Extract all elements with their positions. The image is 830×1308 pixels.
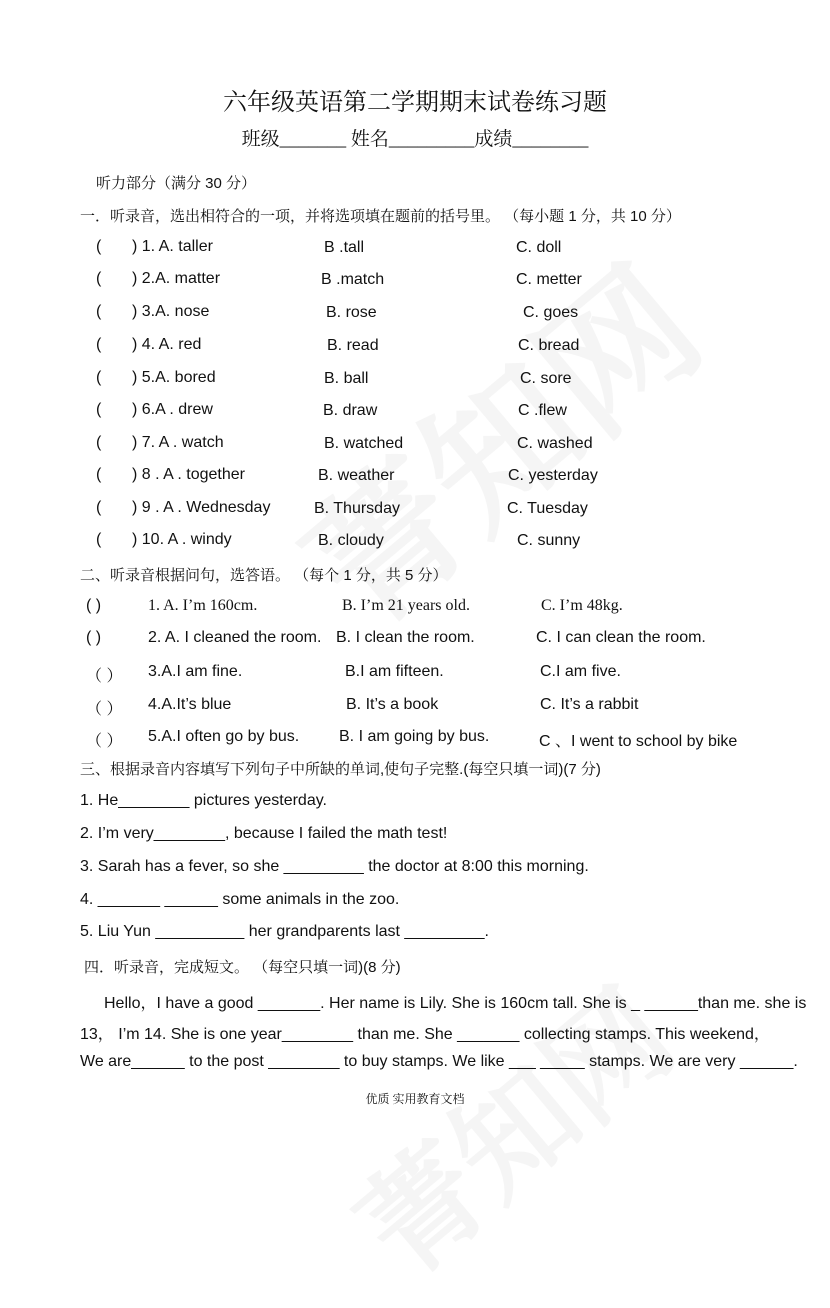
option-b: B. watched [324, 435, 404, 452]
option-b: B. rose [326, 304, 377, 321]
option-c: C. doll [516, 239, 562, 256]
answer-bracket: （ ） [86, 668, 123, 685]
option-b: B .tall [324, 239, 365, 256]
option-b: B. ball [324, 370, 369, 387]
option-b: B .match [321, 271, 385, 288]
question-option-a: ) 1. A. taller [132, 238, 213, 255]
question-option-a: ) 5.A. bored [132, 369, 216, 386]
answer-bracket: （ ） [86, 701, 123, 718]
answer-bracket: ( ) [86, 629, 102, 646]
option-b: B. weather [318, 467, 395, 484]
option-a: 2. A. I cleaned the room. [148, 629, 322, 646]
fill-blank-sentence: 4. _______ ______ some animals in the zoo. [80, 891, 400, 908]
fill-blank-sentence: 3. Sarah has a fever, so she _________ the doctor at 8:00 this morning. [80, 858, 589, 875]
option-b: B. Thursday [314, 500, 400, 517]
answer-bracket: ( [96, 336, 102, 353]
option-c: C. I can clean the room. [536, 629, 706, 646]
question-option-a: ) 7. A . watch [132, 434, 224, 451]
option-c: C. yesterday [508, 467, 598, 484]
footer: 优质 实用教育文档 [365, 1092, 465, 1106]
option-b: B. read [327, 337, 379, 354]
passage-line: We are______ to the post ________ to buy stamps. We like ___ _____ stamps. We are very ______. [80, 1053, 798, 1070]
option-b: B. cloudy [318, 532, 384, 549]
answer-bracket: ( ) [86, 597, 102, 614]
option-a: 4.A.It’s blue [148, 696, 232, 713]
answer-bracket: ( [96, 499, 102, 516]
option-c: C. bread [518, 337, 580, 354]
question-option-a: ) 4. A. red [132, 336, 202, 353]
question-option-a: ) 2.A. matter [132, 270, 221, 287]
fill-blank-sentence: 1. He________ pictures yesterday. [80, 792, 327, 809]
option-b: B. I’m 21 years old. [342, 597, 470, 614]
option-c: C. sore [520, 370, 572, 387]
fill-blank-sentence: 2. I’m very________, because I failed the math test! [80, 825, 448, 842]
option-c: C. goes [523, 304, 579, 321]
answer-bracket: （ ） [86, 733, 123, 750]
option-b: B. I am going by bus. [339, 728, 490, 745]
answer-bracket: ( [96, 238, 102, 255]
option-b: B. It’s a book [346, 696, 439, 713]
question-option-a: ) 3.A. nose [132, 303, 210, 320]
option-b: B.I am fifteen. [345, 663, 444, 680]
info-line: 班级_______ 姓名_________成绩________ [241, 129, 589, 150]
passage-line: Hello，I have a good _______. Her name is Lily. She is 160cm tall. She is _ ______than me. she is [104, 995, 807, 1012]
question-option-a: ) 9 . A . Wednesday [132, 499, 271, 516]
option-c: C.I am five. [540, 663, 621, 680]
answer-bracket: ( [96, 531, 102, 548]
question-option-a: ) 8 . A . together [132, 466, 245, 483]
option-b: B. draw [323, 402, 378, 419]
option-a: 5.A.I often go by bus. [148, 728, 300, 745]
option-c: C. metter [516, 271, 582, 288]
option-b: B. I clean the room. [336, 629, 475, 646]
section2-heading: 二、听录音根据问句，选答语。 （每个 1 分，共 5 分） [80, 567, 448, 584]
section4-heading: 四．听录音，完成短文。 （每空只填一词)(8 分) [84, 959, 401, 976]
answer-bracket: ( [96, 369, 102, 386]
option-c: C. Tuesday [507, 500, 588, 517]
option-c: C .flew [518, 402, 567, 419]
question-option-a: ) 10. A . windy [132, 531, 232, 548]
page-title: 六年级英语第二学期期末试卷练习题 [223, 90, 607, 116]
option-c: C. I’m 48kg. [541, 597, 623, 614]
fill-blank-sentence: 5. Liu Yun __________ her grandparents last _________. [80, 923, 489, 940]
section1-heading: 一．听录音，选出相符合的一项，并将选项填在题前的括号里。 （每小题 1 分，共 10 分） [80, 208, 681, 225]
listening-heading: 听力部分（满分 30 分） [96, 175, 257, 192]
answer-bracket: ( [96, 401, 102, 418]
option-c: C. washed [517, 435, 593, 452]
question-option-a: ) 6.A . drew [132, 401, 213, 418]
option-c: C 、I went to school by bike [539, 733, 738, 750]
answer-bracket: ( [96, 466, 102, 483]
answer-bracket: ( [96, 303, 102, 320]
passage-line: 13， I’m 14. She is one year________ than me. She _______ collecting stamps. This weekend， [80, 1026, 770, 1043]
answer-bracket: ( [96, 270, 102, 287]
section3-heading: 三、根据录音内容填写下列句子中所缺的单词,使句子完整.(每空只填一词)(7 分) [80, 761, 601, 778]
answer-bracket: ( [96, 434, 102, 451]
option-c: C. It’s a rabbit [540, 696, 639, 713]
option-a: 1. A. I’m 160cm. [148, 597, 258, 614]
option-c: C. sunny [517, 532, 581, 549]
option-a: 3.A.I am fine. [148, 663, 243, 680]
